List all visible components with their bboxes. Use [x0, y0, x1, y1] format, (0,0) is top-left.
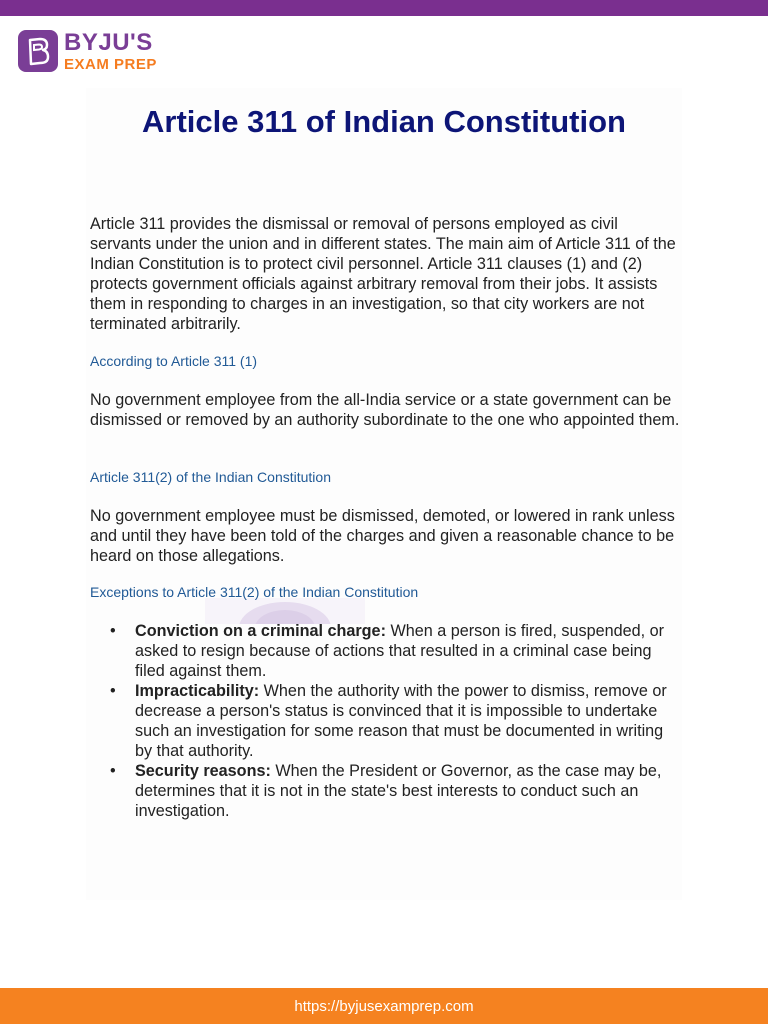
top-accent-bar [0, 0, 768, 16]
footer-url-link[interactable]: https://byjusexamprep.com [294, 997, 474, 1015]
exceptions-list [110, 621, 680, 821]
b-glyph-icon [24, 36, 52, 66]
section-heading-exceptions: Exceptions to Article 311(2) of the Indian Constitution [90, 584, 419, 600]
section-heading-311-2: Article 311(2) of the Indian Constitution [90, 469, 331, 485]
section-heading-311-1: According to Article 311 (1) [90, 353, 258, 369]
intro-paragraph: Article 311 provides the dismissal or removal of persons employed as civil servants under the union and in different states. The main aim of Article 311 of the Indian Constitution is to protect civil personnel. Article 311 clauses (1) and (2) protects government officials against arbitrary removal from their jobs. It assists them in responding to charges in an investigation, so that city workers are not terminated arbitrarily. [90, 215, 676, 333]
exception-text: When the authority with the power to dismiss, remove or decrease a person's status is convinced that it is impossible to undertake such an investigation for some reason that must be documented in writing by that authority. [135, 682, 667, 760]
page-title: Article 311 of Indian Constitution [142, 104, 626, 139]
section-body-311-1: No government employee from the all-India service or a state government can be dismissed or removed by an authority subordinate to the one who appointed them. [90, 391, 680, 429]
footer-bar [0, 988, 768, 1024]
exception-term: Security reasons: [135, 762, 271, 780]
exception-item [110, 761, 680, 821]
bullet-dot: • [110, 682, 116, 700]
exception-term: Impracticability: [135, 682, 260, 700]
exception-item [110, 681, 680, 761]
brand-tagline: EXAM PREP [64, 55, 157, 73]
bullet-dot: • [110, 762, 116, 780]
byjus-logo[interactable] [18, 28, 157, 74]
section-body-311-2: No government employee must be dismissed, demoted, or lowered in rank unless and until they have been told of the charges and given a reasonable chance to be heard on those allegations. [90, 507, 675, 565]
exception-text: When a person is fired, suspended, or asked to resign because of actions that resulted in a criminal case being filed against them. [135, 622, 665, 680]
byjus-b-icon [18, 30, 58, 72]
exception-term: Conviction on a criminal charge: [135, 622, 386, 640]
exception-item [110, 621, 680, 681]
exception-text: When the President or Governor, as the case may be, determines that it is not in the state's best interests to conduct such an investigation. [135, 762, 662, 820]
bullet-dot: • [110, 622, 116, 640]
brand-name: BYJU'S [64, 28, 153, 56]
